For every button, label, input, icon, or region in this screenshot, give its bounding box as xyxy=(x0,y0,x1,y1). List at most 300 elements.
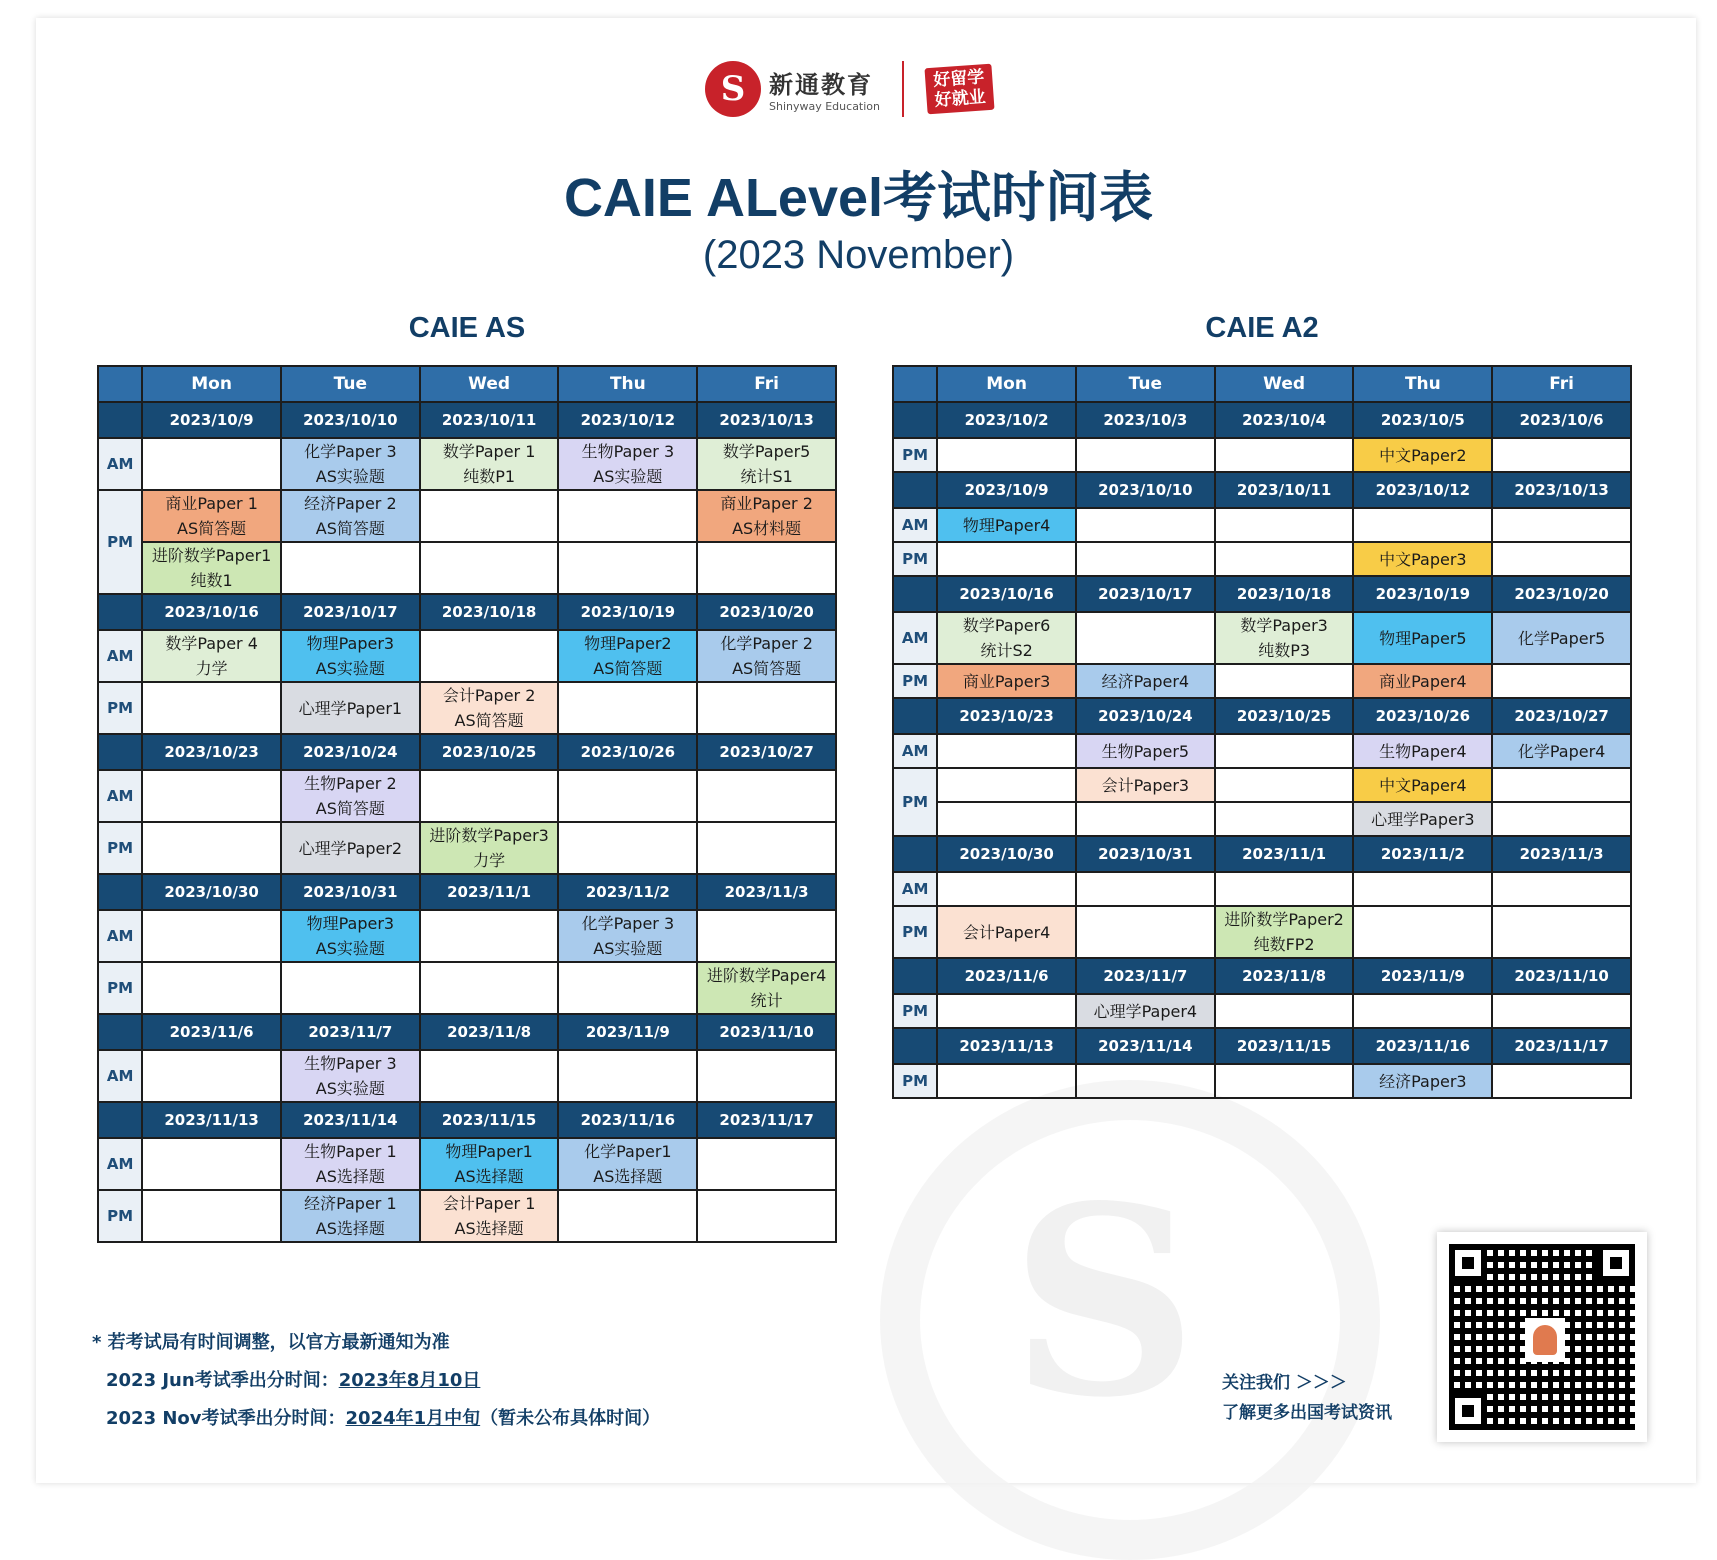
date-cell: 2023/10/10 xyxy=(1076,472,1215,508)
session-label-am: AM xyxy=(893,872,937,906)
corner-cell xyxy=(893,1028,937,1064)
empty-cell xyxy=(1353,508,1492,542)
corner-cell xyxy=(98,1102,142,1138)
date-cell: 2023/11/6 xyxy=(142,1014,281,1050)
empty-cell xyxy=(937,802,1076,836)
exam-cell xyxy=(558,910,697,962)
a2-schedule-table xyxy=(892,365,1632,1099)
day-header-fri: Fri xyxy=(1492,366,1631,402)
empty-cell xyxy=(1492,994,1631,1028)
exam-text-line: 生物Paper 1 xyxy=(304,1142,397,1161)
corner-cell xyxy=(98,366,142,402)
exam-cell xyxy=(697,438,836,490)
exam-cell xyxy=(697,962,836,1014)
exam-text-line: 物理Paper3 xyxy=(306,634,395,653)
date-cell: 2023/11/6 xyxy=(937,958,1076,994)
empty-cell xyxy=(1215,994,1354,1028)
date-cell: 2023/11/9 xyxy=(558,1014,697,1050)
exam-text-line: 进阶数学Paper2 xyxy=(1224,910,1344,929)
date-cell: 2023/10/23 xyxy=(142,734,281,770)
exam-text-line: 经济Paper 1 xyxy=(304,1194,397,1213)
exam-text-line: AS简答题 xyxy=(593,659,663,678)
exam-cell xyxy=(281,630,420,682)
qr-pattern xyxy=(1449,1244,1635,1430)
exam-text-line: 会计Paper3 xyxy=(1101,775,1190,795)
empty-cell xyxy=(697,1050,836,1102)
session-label-am: AM xyxy=(98,1138,142,1190)
date-cell: 2023/10/17 xyxy=(281,594,420,630)
date-cell: 2023/10/16 xyxy=(937,576,1076,612)
exam-text-line: 生物Paper 3 xyxy=(581,442,675,461)
exam-text-line: AS选择题 xyxy=(454,1167,524,1186)
exam-cell xyxy=(1215,906,1354,958)
empty-cell xyxy=(558,542,697,594)
empty-cell xyxy=(420,630,559,682)
day-header-tue: Tue xyxy=(281,366,420,402)
exam-text-line: AS选择题 xyxy=(454,1219,524,1238)
exam-text-line: 纯数P3 xyxy=(1258,641,1311,660)
date-cell: 2023/10/19 xyxy=(1353,576,1492,612)
date-cell: 2023/10/24 xyxy=(281,734,420,770)
exam-text-line: 进阶数学Paper4 xyxy=(706,966,827,985)
date-cell: 2023/11/14 xyxy=(281,1102,420,1138)
date-cell: 2023/10/25 xyxy=(420,734,559,770)
exam-cell xyxy=(420,438,559,490)
empty-cell xyxy=(1492,906,1631,958)
empty-cell xyxy=(697,682,836,734)
exam-text-line: AS选择题 xyxy=(315,1167,385,1186)
exam-text-line: AS选择题 xyxy=(315,1219,385,1238)
exam-cell xyxy=(281,1138,420,1190)
empty-cell xyxy=(937,438,1076,472)
qr-code-icon[interactable] xyxy=(1437,1232,1647,1442)
corner-cell xyxy=(98,1014,142,1050)
exam-cell xyxy=(281,770,420,822)
exam-text-line: 化学Paper 3 xyxy=(304,442,397,461)
empty-cell xyxy=(1076,1064,1215,1098)
exam-text-line: 物理Paper5 xyxy=(1379,628,1467,648)
exam-text-line: AS简答题 xyxy=(177,519,247,538)
exam-cell xyxy=(937,906,1076,958)
exam-cell xyxy=(1353,438,1492,472)
follow-line1: 关注我们 ＞＞＞ xyxy=(1222,1373,1347,1393)
follow-line2: 了解更多出国考试资讯 xyxy=(1222,1403,1392,1423)
note-nov-results xyxy=(106,1404,660,1430)
exam-cell xyxy=(420,822,559,874)
exam-cell xyxy=(1492,734,1631,768)
date-cell: 2023/10/13 xyxy=(697,402,836,438)
exam-text-line: 会计Paper4 xyxy=(962,922,1051,942)
exam-text-line: 数学Paper 4 xyxy=(165,634,258,653)
empty-cell xyxy=(558,962,697,1014)
empty-cell xyxy=(558,682,697,734)
empty-cell xyxy=(697,542,836,594)
date-row xyxy=(98,1102,836,1138)
corner-cell xyxy=(98,594,142,630)
date-row xyxy=(98,402,836,438)
exam-cell xyxy=(142,630,281,682)
date-cell: 2023/11/10 xyxy=(1492,958,1631,994)
exam-text-line: AS实验题 xyxy=(315,467,385,486)
exam-cell xyxy=(281,910,420,962)
session-row xyxy=(893,1064,1631,1098)
empty-cell xyxy=(1215,542,1354,576)
empty-cell xyxy=(558,1050,697,1102)
exam-text-line: 进阶数学Paper1 xyxy=(151,546,272,565)
corner-cell xyxy=(98,874,142,910)
exam-text-line: 生物Paper4 xyxy=(1379,741,1467,761)
session-row xyxy=(98,962,836,1014)
empty-cell xyxy=(142,822,281,874)
empty-cell xyxy=(1076,872,1215,906)
date-cell: 2023/11/10 xyxy=(697,1014,836,1050)
date-cell: 2023/10/12 xyxy=(1353,472,1492,508)
exam-text-line: 数学Paper6 xyxy=(962,616,1051,635)
date-cell: 2023/11/15 xyxy=(420,1102,559,1138)
exam-text-line: 中文Paper3 xyxy=(1379,549,1467,569)
date-cell: 2023/11/7 xyxy=(281,1014,420,1050)
session-label-pm: PM xyxy=(98,490,142,594)
date-cell: 2023/11/15 xyxy=(1215,1028,1354,1064)
empty-cell xyxy=(281,962,420,1014)
empty-cell xyxy=(558,1190,697,1242)
empty-cell xyxy=(420,910,559,962)
session-row xyxy=(98,1190,836,1242)
empty-cell xyxy=(558,822,697,874)
corner-cell xyxy=(893,366,937,402)
date-cell: 2023/10/18 xyxy=(1215,576,1354,612)
empty-cell xyxy=(697,910,836,962)
session-row xyxy=(893,438,1631,472)
empty-cell xyxy=(697,822,836,874)
note-nov-date: 2024年1月中旬 xyxy=(345,1408,481,1429)
session-row xyxy=(893,906,1631,958)
exam-text-line: 商业Paper 2 xyxy=(720,494,813,513)
empty-cell xyxy=(142,438,281,490)
logo-en: Shinyway Education xyxy=(769,100,880,113)
exam-cell xyxy=(1076,994,1215,1028)
date-cell: 2023/10/11 xyxy=(420,402,559,438)
exam-text-line: 统计S1 xyxy=(740,467,793,486)
date-cell: 2023/11/16 xyxy=(558,1102,697,1138)
empty-cell xyxy=(558,770,697,822)
empty-cell xyxy=(1353,994,1492,1028)
exam-cell xyxy=(1353,768,1492,802)
day-header-fri: Fri xyxy=(697,366,836,402)
exam-text-line: 生物Paper 2 xyxy=(304,774,397,793)
date-cell: 2023/10/23 xyxy=(937,698,1076,734)
empty-cell xyxy=(1492,802,1631,836)
empty-cell xyxy=(1215,768,1354,802)
exam-text-line: 心理学Paper2 xyxy=(298,838,403,858)
empty-cell xyxy=(1076,508,1215,542)
empty-cell xyxy=(1492,508,1631,542)
exam-cell xyxy=(281,438,420,490)
empty-cell xyxy=(1076,612,1215,664)
day-header-row xyxy=(98,366,836,402)
date-cell: 2023/10/13 xyxy=(1492,472,1631,508)
date-row xyxy=(893,958,1631,994)
exam-text-line: 经济Paper3 xyxy=(1379,1071,1467,1091)
empty-cell xyxy=(1353,906,1492,958)
exam-cell xyxy=(1353,1064,1492,1098)
exam-cell xyxy=(937,508,1076,542)
date-cell: 2023/10/31 xyxy=(1076,836,1215,872)
exam-cell xyxy=(1492,612,1631,664)
exam-cell xyxy=(142,490,281,542)
date-cell: 2023/10/19 xyxy=(558,594,697,630)
exam-text-line: 化学Paper5 xyxy=(1517,628,1606,648)
exam-text-line: AS简答题 xyxy=(454,711,524,730)
day-header-thu: Thu xyxy=(1353,366,1492,402)
session-label-am: AM xyxy=(893,508,937,542)
session-row xyxy=(893,994,1631,1028)
date-cell: 2023/10/31 xyxy=(281,874,420,910)
corner-cell xyxy=(98,402,142,438)
date-cell: 2023/11/1 xyxy=(1215,836,1354,872)
date-cell: 2023/10/4 xyxy=(1215,402,1354,438)
shinyway-logo-icon: S xyxy=(705,61,761,117)
empty-cell xyxy=(142,1138,281,1190)
empty-cell xyxy=(142,910,281,962)
date-cell: 2023/11/8 xyxy=(420,1014,559,1050)
date-row xyxy=(98,874,836,910)
logo-cn: 新通教育 xyxy=(769,71,873,99)
empty-cell xyxy=(142,1050,281,1102)
empty-cell xyxy=(142,682,281,734)
date-cell: 2023/10/27 xyxy=(1492,698,1631,734)
note-nov-label: 2023 Nov考试季出分时间： xyxy=(106,1408,346,1429)
session-label-am: AM xyxy=(98,1050,142,1102)
exam-cell xyxy=(1353,802,1492,836)
exam-text-line: 数学Paper 1 xyxy=(442,442,536,461)
empty-cell xyxy=(1215,872,1354,906)
exam-text-line: 物理Paper2 xyxy=(584,634,672,653)
date-cell: 2023/10/10 xyxy=(281,402,420,438)
exam-cell xyxy=(1076,664,1215,698)
logo-text xyxy=(769,65,880,113)
session-label-am: AM xyxy=(98,770,142,822)
exam-text-line: 化学Paper1 xyxy=(584,1142,672,1161)
exam-text-line: 心理学Paper1 xyxy=(298,698,403,718)
date-cell: 2023/10/30 xyxy=(937,836,1076,872)
date-cell: 2023/10/17 xyxy=(1076,576,1215,612)
empty-cell xyxy=(1215,734,1354,768)
exam-text-line: 化学Paper 3 xyxy=(581,914,675,933)
exam-text-line: 数学Paper5 xyxy=(722,442,811,461)
exam-text-line: 统计S2 xyxy=(980,641,1033,660)
exam-text-line: 物理Paper3 xyxy=(306,914,395,933)
exam-text-line: 纯数1 xyxy=(190,571,233,590)
date-cell: 2023/11/1 xyxy=(420,874,559,910)
empty-cell xyxy=(281,542,420,594)
qr-finder-bl xyxy=(1449,1392,1487,1430)
date-cell: 2023/10/2 xyxy=(937,402,1076,438)
date-cell: 2023/11/13 xyxy=(142,1102,281,1138)
date-cell: 2023/10/25 xyxy=(1215,698,1354,734)
exam-cell xyxy=(558,438,697,490)
empty-cell xyxy=(1076,802,1215,836)
date-cell: 2023/11/2 xyxy=(558,874,697,910)
exam-text-line: 生物Paper 3 xyxy=(304,1054,397,1073)
session-label-pm: PM xyxy=(893,906,937,958)
empty-cell xyxy=(1215,802,1354,836)
empty-cell xyxy=(697,1190,836,1242)
session-label-pm: PM xyxy=(893,438,937,472)
exam-text-line: AS实验题 xyxy=(593,939,663,958)
page-title: CAIE ALevel考试时间表 xyxy=(563,168,1154,228)
session-row xyxy=(893,872,1631,906)
session-row xyxy=(98,682,836,734)
empty-cell xyxy=(420,490,559,542)
session-row xyxy=(98,822,836,874)
exam-text-line: 纯数FP2 xyxy=(1253,935,1315,954)
exam-cell xyxy=(1353,612,1492,664)
day-header-wed: Wed xyxy=(420,366,559,402)
a2-section-title: CAIE A2 xyxy=(1205,312,1319,344)
empty-cell xyxy=(937,1064,1076,1098)
empty-cell xyxy=(937,872,1076,906)
day-header-mon: Mon xyxy=(142,366,281,402)
date-cell: 2023/10/9 xyxy=(142,402,281,438)
date-cell: 2023/11/3 xyxy=(697,874,836,910)
date-cell: 2023/11/3 xyxy=(1492,836,1631,872)
empty-cell xyxy=(420,770,559,822)
session-row xyxy=(893,802,1631,836)
exam-text-line: 力学 xyxy=(195,659,228,678)
logo2-line2: 好就业 xyxy=(934,87,987,111)
date-cell: 2023/11/17 xyxy=(697,1102,836,1138)
exam-cell xyxy=(281,682,420,734)
empty-cell xyxy=(1215,508,1354,542)
date-row xyxy=(893,576,1631,612)
session-label-am: AM xyxy=(893,734,937,768)
exam-cell xyxy=(420,1190,559,1242)
session-label-pm: PM xyxy=(98,682,142,734)
date-cell: 2023/10/16 xyxy=(142,594,281,630)
exam-text-line: AS实验题 xyxy=(593,467,663,486)
exam-text-line: 会计Paper 2 xyxy=(442,686,536,705)
session-row xyxy=(893,612,1631,664)
note-jun-date: 2023年8月10日 xyxy=(338,1370,481,1391)
empty-cell xyxy=(142,770,281,822)
date-row xyxy=(98,594,836,630)
exam-text-line: 经济Paper 2 xyxy=(304,494,397,513)
date-cell: 2023/10/3 xyxy=(1076,402,1215,438)
session-row xyxy=(98,542,836,594)
logo-divider xyxy=(902,61,904,117)
corner-cell xyxy=(893,836,937,872)
empty-cell xyxy=(1215,1064,1354,1098)
date-cell: 2023/11/2 xyxy=(1353,836,1492,872)
empty-cell xyxy=(937,542,1076,576)
exam-text-line: 统计 xyxy=(750,991,783,1010)
exam-cell xyxy=(1215,612,1354,664)
exam-text-line: AS实验题 xyxy=(315,1079,385,1098)
exam-cell xyxy=(1076,768,1215,802)
date-row xyxy=(893,1028,1631,1064)
empty-cell xyxy=(420,962,559,1014)
note-jun-label: 2023 Jun考试季出分时间： xyxy=(106,1370,339,1391)
date-cell: 2023/10/5 xyxy=(1353,402,1492,438)
session-label-pm: PM xyxy=(893,664,937,698)
empty-cell xyxy=(1492,542,1631,576)
exam-text-line: 物理Paper1 xyxy=(445,1142,533,1161)
date-cell: 2023/11/8 xyxy=(1215,958,1354,994)
exam-text-line: 化学Paper 2 xyxy=(720,634,813,653)
exam-text-line: AS简答题 xyxy=(315,799,385,818)
day-header-wed: Wed xyxy=(1215,366,1354,402)
date-row xyxy=(893,402,1631,438)
session-label-pm: PM xyxy=(893,994,937,1028)
empty-cell xyxy=(697,770,836,822)
qr-finder-tr xyxy=(1597,1244,1635,1282)
empty-cell xyxy=(420,542,559,594)
date-cell: 2023/10/11 xyxy=(1215,472,1354,508)
date-cell: 2023/11/7 xyxy=(1076,958,1215,994)
date-cell: 2023/11/14 xyxy=(1076,1028,1215,1064)
date-cell: 2023/10/30 xyxy=(142,874,281,910)
follow-us xyxy=(1222,1368,1392,1428)
empty-cell xyxy=(1076,906,1215,958)
exam-text-line: 生物Paper5 xyxy=(1101,741,1190,761)
session-row xyxy=(98,910,836,962)
exam-cell xyxy=(697,630,836,682)
exam-text-line: 心理学Paper3 xyxy=(1371,809,1475,829)
as-section-title: CAIE AS xyxy=(408,312,526,344)
logo2-line1: 好留学 xyxy=(932,67,985,91)
exam-text-line: 力学 xyxy=(473,851,506,870)
exam-cell xyxy=(281,490,420,542)
qr-avatar-icon xyxy=(1525,1318,1565,1362)
session-row xyxy=(893,768,1631,802)
session-row xyxy=(98,490,836,542)
corner-cell xyxy=(98,734,142,770)
exam-text-line: 数学Paper3 xyxy=(1240,616,1328,635)
exam-cell xyxy=(937,612,1076,664)
exam-text-line: 商业Paper3 xyxy=(962,671,1051,691)
page-subtitle: (2023 November) xyxy=(702,233,1015,277)
session-label-am: AM xyxy=(98,630,142,682)
date-cell: 2023/10/20 xyxy=(1492,576,1631,612)
exam-cell xyxy=(1353,542,1492,576)
date-cell: 2023/10/18 xyxy=(420,594,559,630)
empty-cell xyxy=(937,734,1076,768)
exam-cell xyxy=(1353,664,1492,698)
session-label-pm: PM xyxy=(98,1190,142,1242)
empty-cell xyxy=(697,1138,836,1190)
date-row xyxy=(98,734,836,770)
empty-cell xyxy=(142,962,281,1014)
session-label-pm: PM xyxy=(98,962,142,1014)
exam-text-line: 中文Paper2 xyxy=(1379,445,1467,465)
date-cell: 2023/10/12 xyxy=(558,402,697,438)
date-cell: 2023/10/6 xyxy=(1492,402,1631,438)
session-label-am: AM xyxy=(98,910,142,962)
empty-cell xyxy=(1076,438,1215,472)
session-row xyxy=(98,1050,836,1102)
session-row xyxy=(893,542,1631,576)
empty-cell xyxy=(937,768,1076,802)
empty-cell xyxy=(1492,438,1631,472)
empty-cell xyxy=(1353,872,1492,906)
exam-cell xyxy=(937,664,1076,698)
empty-cell xyxy=(558,490,697,542)
date-row xyxy=(893,472,1631,508)
corner-cell xyxy=(893,698,937,734)
empty-cell xyxy=(937,994,1076,1028)
date-cell: 2023/10/26 xyxy=(558,734,697,770)
